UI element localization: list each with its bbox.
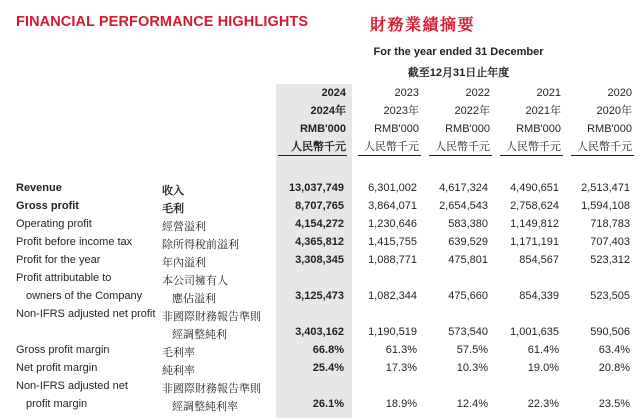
row-net-margin — [0, 362, 640, 377]
cell-value: 475,660 — [448, 290, 488, 302]
row-label-en: Non-IFRS adjusted net profit — [16, 308, 156, 320]
column-year-zh: 2022年 — [454, 105, 490, 117]
row-revenue — [0, 182, 640, 197]
cell-value: 639,529 — [448, 236, 488, 248]
cell-value: 4,490,651 — [510, 182, 559, 194]
header-underline — [358, 155, 421, 156]
cell-value: 1,190,519 — [368, 326, 417, 338]
row-profit-attributable-line1 — [0, 272, 640, 287]
row-label-en: Non-IFRS adjusted net — [16, 380, 128, 392]
row-profit-before-tax — [0, 236, 640, 251]
cell-value: 1,594,108 — [581, 200, 630, 212]
cell-value: 3,864,071 — [368, 200, 417, 212]
column-year-zh: 2024年 — [310, 105, 346, 117]
column-year: 2020 — [607, 87, 632, 99]
cell-value: 13,037,749 — [288, 182, 344, 194]
cell-value: 12.4% — [456, 398, 488, 410]
header-underline — [278, 155, 347, 156]
cell-value: 8,707,765 — [295, 200, 344, 212]
cell-value: 19.0% — [527, 362, 559, 374]
cell-value: 4,617,324 — [439, 182, 488, 194]
cell-value: 523,505 — [590, 290, 630, 302]
cell-value: 2,758,624 — [510, 200, 559, 212]
row-label-en: Operating profit — [16, 218, 92, 230]
row-label-en-continued: profit margin — [26, 398, 88, 410]
row-non-ifrs-net-profit — [0, 326, 640, 341]
cell-value: 1,415,755 — [368, 236, 417, 248]
row-label-zh: 毛利 — [162, 203, 184, 215]
row-label-en: Gross profit margin — [16, 344, 110, 356]
cell-value: 583,380 — [448, 218, 488, 230]
column-year-zh: 2023年 — [383, 105, 419, 117]
row-label-en: Profit attributable to — [16, 272, 112, 284]
row-label-zh-continued: 經調整純利率 — [172, 401, 238, 413]
column-unit-zh: 人民幣千元 — [506, 141, 561, 153]
header-underline — [571, 155, 634, 156]
cell-value: 57.5% — [456, 344, 488, 356]
cell-value: 61.4% — [527, 344, 559, 356]
row-label-en: Profit before income tax — [16, 236, 133, 248]
cell-value: 22.3% — [527, 398, 559, 410]
column-year: 2022 — [465, 87, 490, 99]
row-label-en: Revenue — [16, 182, 62, 194]
column-unit-zh: 人民幣千元 — [435, 141, 490, 153]
cell-value: 18.9% — [385, 398, 417, 410]
cell-value: 573,540 — [448, 326, 488, 338]
column-unit-zh: 人民幣千元 — [577, 141, 632, 153]
row-label-zh-continued: 應佔溢利 — [172, 293, 216, 305]
cell-value: 20.8% — [598, 362, 630, 374]
cell-value: 3,403,162 — [295, 326, 344, 338]
cell-value: 1,230,646 — [368, 218, 417, 230]
cell-value: 718,783 — [590, 218, 630, 230]
row-profit-attributable — [0, 290, 640, 305]
row-label-zh: 非國際財務報告準則 — [162, 311, 261, 323]
column-unit: RMB'000 — [516, 123, 561, 135]
cell-value: 1,088,771 — [368, 254, 417, 266]
report-title-zh: 財務業績摘要 — [370, 17, 476, 34]
cell-value: 1,001,635 — [510, 326, 559, 338]
period-heading-en: For the year ended 31 December — [373, 46, 544, 58]
cell-value: 26.1% — [312, 398, 344, 410]
column-year-zh: 2020年 — [596, 105, 632, 117]
column-unit-zh: 人民幣千元 — [364, 141, 419, 153]
column-unit: RMB'000 — [374, 123, 419, 135]
cell-value: 63.4% — [598, 344, 630, 356]
row-label-zh: 非國際財務報告準則 — [162, 383, 261, 395]
row-non-ifrs-margin — [0, 398, 640, 413]
period-heading-zh: 截至12月31日止年度 — [407, 67, 510, 79]
header-underline — [500, 155, 563, 156]
column-unit: RMB'000 — [299, 123, 346, 135]
report-title-en: FINANCIAL PERFORMANCE HIGHLIGHTS — [16, 14, 309, 30]
row-label-zh: 毛利率 — [162, 347, 195, 359]
cell-value: 854,339 — [519, 290, 559, 302]
row-label-zh: 純利率 — [162, 365, 195, 377]
cell-value: 10.3% — [456, 362, 488, 374]
cell-value: 66.8% — [312, 344, 344, 356]
row-label-zh-continued: 經調整純利 — [172, 329, 227, 341]
row-label-en: Net profit margin — [16, 362, 98, 374]
cell-value: 61.3% — [385, 344, 417, 356]
row-label-zh: 經營溢利 — [162, 221, 206, 233]
cell-value: 1,082,344 — [368, 290, 417, 302]
cell-value: 523,312 — [590, 254, 630, 266]
cell-value: 6,301,002 — [368, 182, 417, 194]
row-operating-profit — [0, 218, 640, 233]
row-profit-for-year — [0, 254, 640, 269]
column-unit: RMB'000 — [587, 123, 632, 135]
column-year: 2024 — [321, 87, 346, 99]
row-label-en: Profit for the year — [16, 254, 101, 266]
column-unit: RMB'000 — [445, 123, 490, 135]
row-non-ifrs-net-profit-line1 — [0, 308, 640, 323]
row-gross-margin — [0, 344, 640, 359]
column-year: 2023 — [394, 87, 419, 99]
cell-value: 4,154,272 — [295, 218, 344, 230]
cell-value: 23.5% — [598, 398, 630, 410]
row-gross-profit — [0, 200, 640, 215]
row-label-zh: 年內溢利 — [162, 257, 206, 269]
cell-value: 17.3% — [385, 362, 417, 374]
cell-value: 4,365,812 — [295, 236, 344, 248]
cell-value: 707,403 — [590, 236, 630, 248]
cell-value: 590,506 — [590, 326, 630, 338]
cell-value: 25.4% — [312, 362, 344, 374]
cell-value: 854,567 — [519, 254, 559, 266]
row-label-en: Gross profit — [16, 200, 79, 212]
cell-value: 1,171,191 — [510, 236, 559, 248]
row-label-zh: 本公司擁有人 — [162, 275, 228, 287]
cell-value: 3,308,345 — [295, 254, 344, 266]
column-year: 2021 — [536, 87, 561, 99]
row-label-zh: 除所得稅前溢利 — [162, 239, 239, 251]
row-label-zh: 收入 — [162, 185, 184, 197]
column-unit-zh: 人民幣千元 — [291, 141, 346, 153]
header-underline — [429, 155, 492, 156]
column-year-zh: 2021年 — [525, 105, 561, 117]
row-non-ifrs-margin-line1 — [0, 380, 640, 395]
cell-value: 1,149,812 — [510, 218, 559, 230]
cell-value: 475,801 — [448, 254, 488, 266]
cell-value: 2,513,471 — [581, 182, 630, 194]
row-label-en-continued: owners of the Company — [26, 290, 143, 302]
cell-value: 2,654,543 — [439, 200, 488, 212]
cell-value: 3,125,473 — [295, 290, 344, 302]
